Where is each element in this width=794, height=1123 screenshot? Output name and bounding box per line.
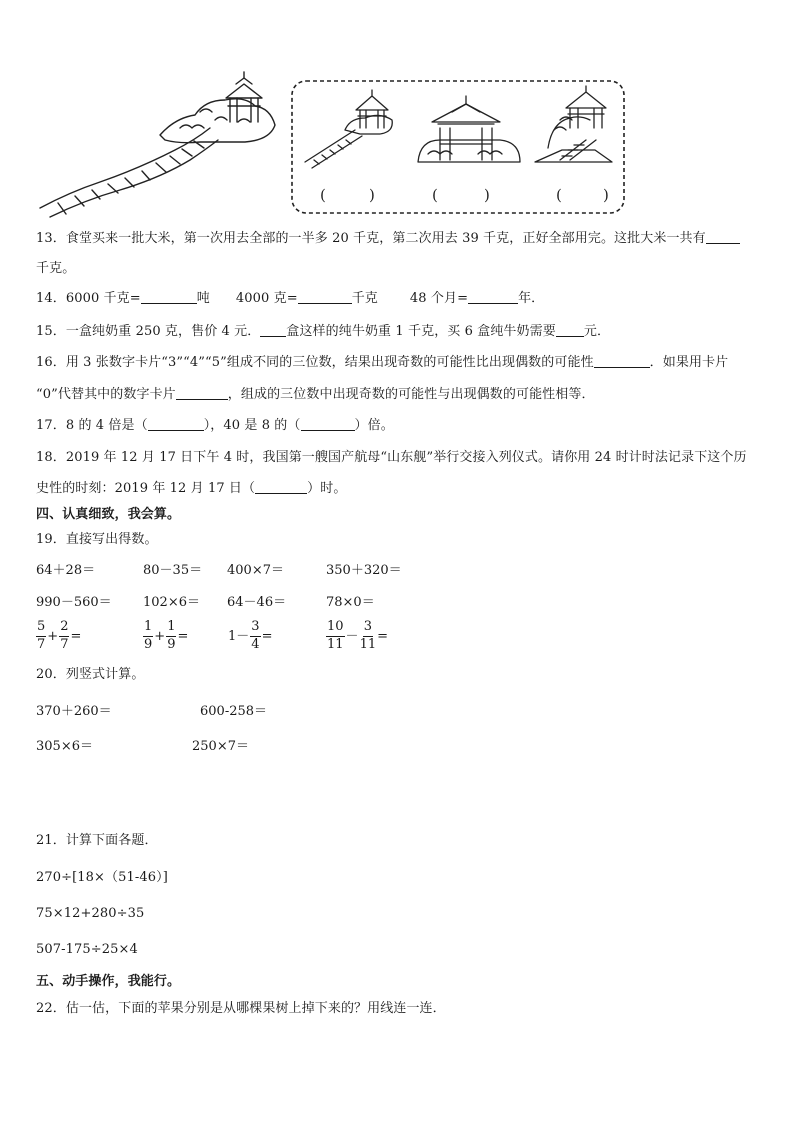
frac4-den2: 11 — [359, 636, 377, 652]
q17-blank-1[interactable] — [148, 419, 204, 431]
frac2-den1: 9 — [144, 636, 153, 652]
frac1-num2: 2 — [59, 620, 69, 637]
q19-fraction-4 — [326, 620, 389, 653]
q14-blank-1[interactable] — [141, 292, 197, 304]
q19-r1-c3: 400×7＝ — [227, 563, 284, 578]
q14-a: 14．6000 千克= — [36, 291, 141, 306]
q19-r2-c1: 990－560＝ — [36, 595, 112, 610]
frac2-op: + — [154, 628, 166, 644]
q17-blank-2[interactable] — [301, 419, 355, 431]
q17-b: ），40 是 8 的（ — [203, 418, 301, 433]
frac1-den1: 7 — [37, 636, 46, 652]
q16-line2 — [36, 388, 595, 401]
frac2-eq: = — [177, 628, 189, 644]
frac4-num1: 10 — [326, 620, 345, 637]
paren-close-2: ) — [484, 186, 490, 204]
pavilion-illustration — [0, 0, 794, 222]
q14-blank-3[interactable] — [468, 292, 518, 304]
frac3-den: 4 — [251, 636, 260, 652]
q18-a: 史性的时刻：2019 年 12 月 17 日（ — [36, 481, 256, 496]
q19-r2-c3: 64－46＝ — [227, 595, 287, 610]
q19-r1-c1: 64＋28＝ — [36, 563, 96, 578]
frac3-num: 3 — [250, 620, 260, 637]
q19-fraction-3 — [227, 620, 273, 653]
frac1-num1: 5 — [36, 620, 46, 637]
frac2-num1: 1 — [143, 620, 153, 637]
frac2-den2: 9 — [167, 636, 176, 652]
q14-c: 4000 克= — [235, 291, 298, 306]
frac3-whole: 1－ — [228, 628, 250, 644]
frac4-num2: 3 — [363, 620, 373, 637]
q15-b: 盒这样的纯牛奶重 1 千克，买 6 盒纯牛奶需要 — [286, 324, 556, 339]
section-4-heading: 四、认真细致，我会算。 — [36, 507, 181, 522]
q20-title: 20．列竖式计算。 — [36, 667, 145, 682]
frac4-op: － — [345, 628, 359, 644]
q19-fraction-1 — [36, 620, 82, 653]
q13-line1 — [36, 232, 740, 245]
q16-a: 16．用 3 张数字卡片“3”“4”“5”组成不同的三位数，结果出现奇数的可能性比出现偶数的可能性 — [36, 355, 594, 370]
q13-blank[interactable] — [706, 232, 740, 244]
q16-line1 — [36, 356, 728, 369]
frac1-eq: = — [70, 628, 82, 644]
paren-open-3: ( — [556, 186, 562, 204]
q19-r1-c4: 350＋320＝ — [326, 563, 402, 578]
q15-blank-1[interactable] — [260, 325, 286, 337]
q14-b: 吨 — [196, 291, 210, 306]
q19-r1-c2: 80－35＝ — [143, 563, 203, 578]
q16-d: ，组成的三位数中出现奇数的可能性与出现偶数的可能性相等． — [227, 387, 595, 402]
q14-blank-2[interactable] — [298, 292, 352, 304]
q18-blank[interactable] — [255, 482, 307, 494]
frac4-eq: = — [377, 628, 389, 644]
q13-text: 13．食堂买来一批大米，第一次用去全部的一半多 20 千克，第二次用去 39 千克，正好全部用完。这批大米一共有 — [36, 231, 706, 246]
frac2-num2: 1 — [166, 620, 176, 637]
q21-title: 21．计算下面各题． — [36, 833, 158, 848]
paren-close-1: ) — [369, 186, 375, 204]
q21-item-1: 270÷[18×（51-46）] — [36, 870, 168, 885]
q13-line2: 千克。 — [36, 261, 76, 276]
q14-d: 千克 — [351, 291, 378, 306]
q18-line1: 18．2019 年 12 月 17 日下午 4 时，我国第一艘国产航母“山东舰”举行交接入列仪式。请你用 24 时计时法记录下这个历 — [36, 450, 747, 465]
section-5-heading: 五、动手操作，我能行。 — [36, 974, 181, 989]
paren-close-3: ) — [603, 186, 609, 204]
q20-item-1: 370＋260＝ — [36, 704, 112, 719]
q15-blank-2[interactable] — [556, 325, 584, 337]
q21-item-3: 507-175÷25×4 — [36, 942, 138, 957]
q15-c: 元． — [583, 324, 611, 339]
q16-blank-2[interactable] — [176, 388, 228, 400]
q18-b: ）时。 — [307, 481, 347, 496]
q22: 22．估一估，下面的苹果分别是从哪棵果树上掉下来的？用线连一连． — [36, 1001, 446, 1016]
frac1-den2: 7 — [60, 636, 69, 652]
q20-item-2: 600-258＝ — [200, 704, 268, 719]
q19-r2-c4: 78×0＝ — [326, 595, 375, 610]
frac3-eq: = — [261, 628, 273, 644]
q16-b: ．如果用卡片 — [649, 355, 729, 370]
q16-blank-1[interactable] — [594, 356, 650, 368]
q20-item-3: 305×6＝ — [36, 739, 93, 754]
q16-c: “0”代替其中的数字卡片 — [36, 387, 176, 402]
q15-a: 15．一盒纯奶重 250 克，售价 4 元． — [36, 324, 261, 339]
paren-open-2: ( — [432, 186, 438, 204]
q17-a: 17．8 的 4 倍是（ — [36, 418, 148, 433]
q20-item-4: 250×7＝ — [192, 739, 249, 754]
q19-r2-c2: 102×6＝ — [143, 595, 200, 610]
q19-fraction-2 — [143, 620, 189, 653]
q14-e: 48 个月= — [409, 291, 469, 306]
frac1-op: + — [47, 628, 59, 644]
q14 — [36, 292, 544, 305]
q19-title: 19．直接写出得数。 — [36, 532, 158, 547]
q17 — [36, 419, 394, 432]
frac4-den1: 11 — [327, 636, 344, 652]
q15 — [36, 325, 610, 338]
q21-item-2: 75×12+280÷35 — [36, 906, 145, 921]
q14-f: 年． — [518, 291, 545, 306]
paren-open-1: ( — [320, 186, 326, 204]
q17-c: ）倍。 — [354, 418, 394, 433]
q18-line2 — [36, 482, 346, 495]
